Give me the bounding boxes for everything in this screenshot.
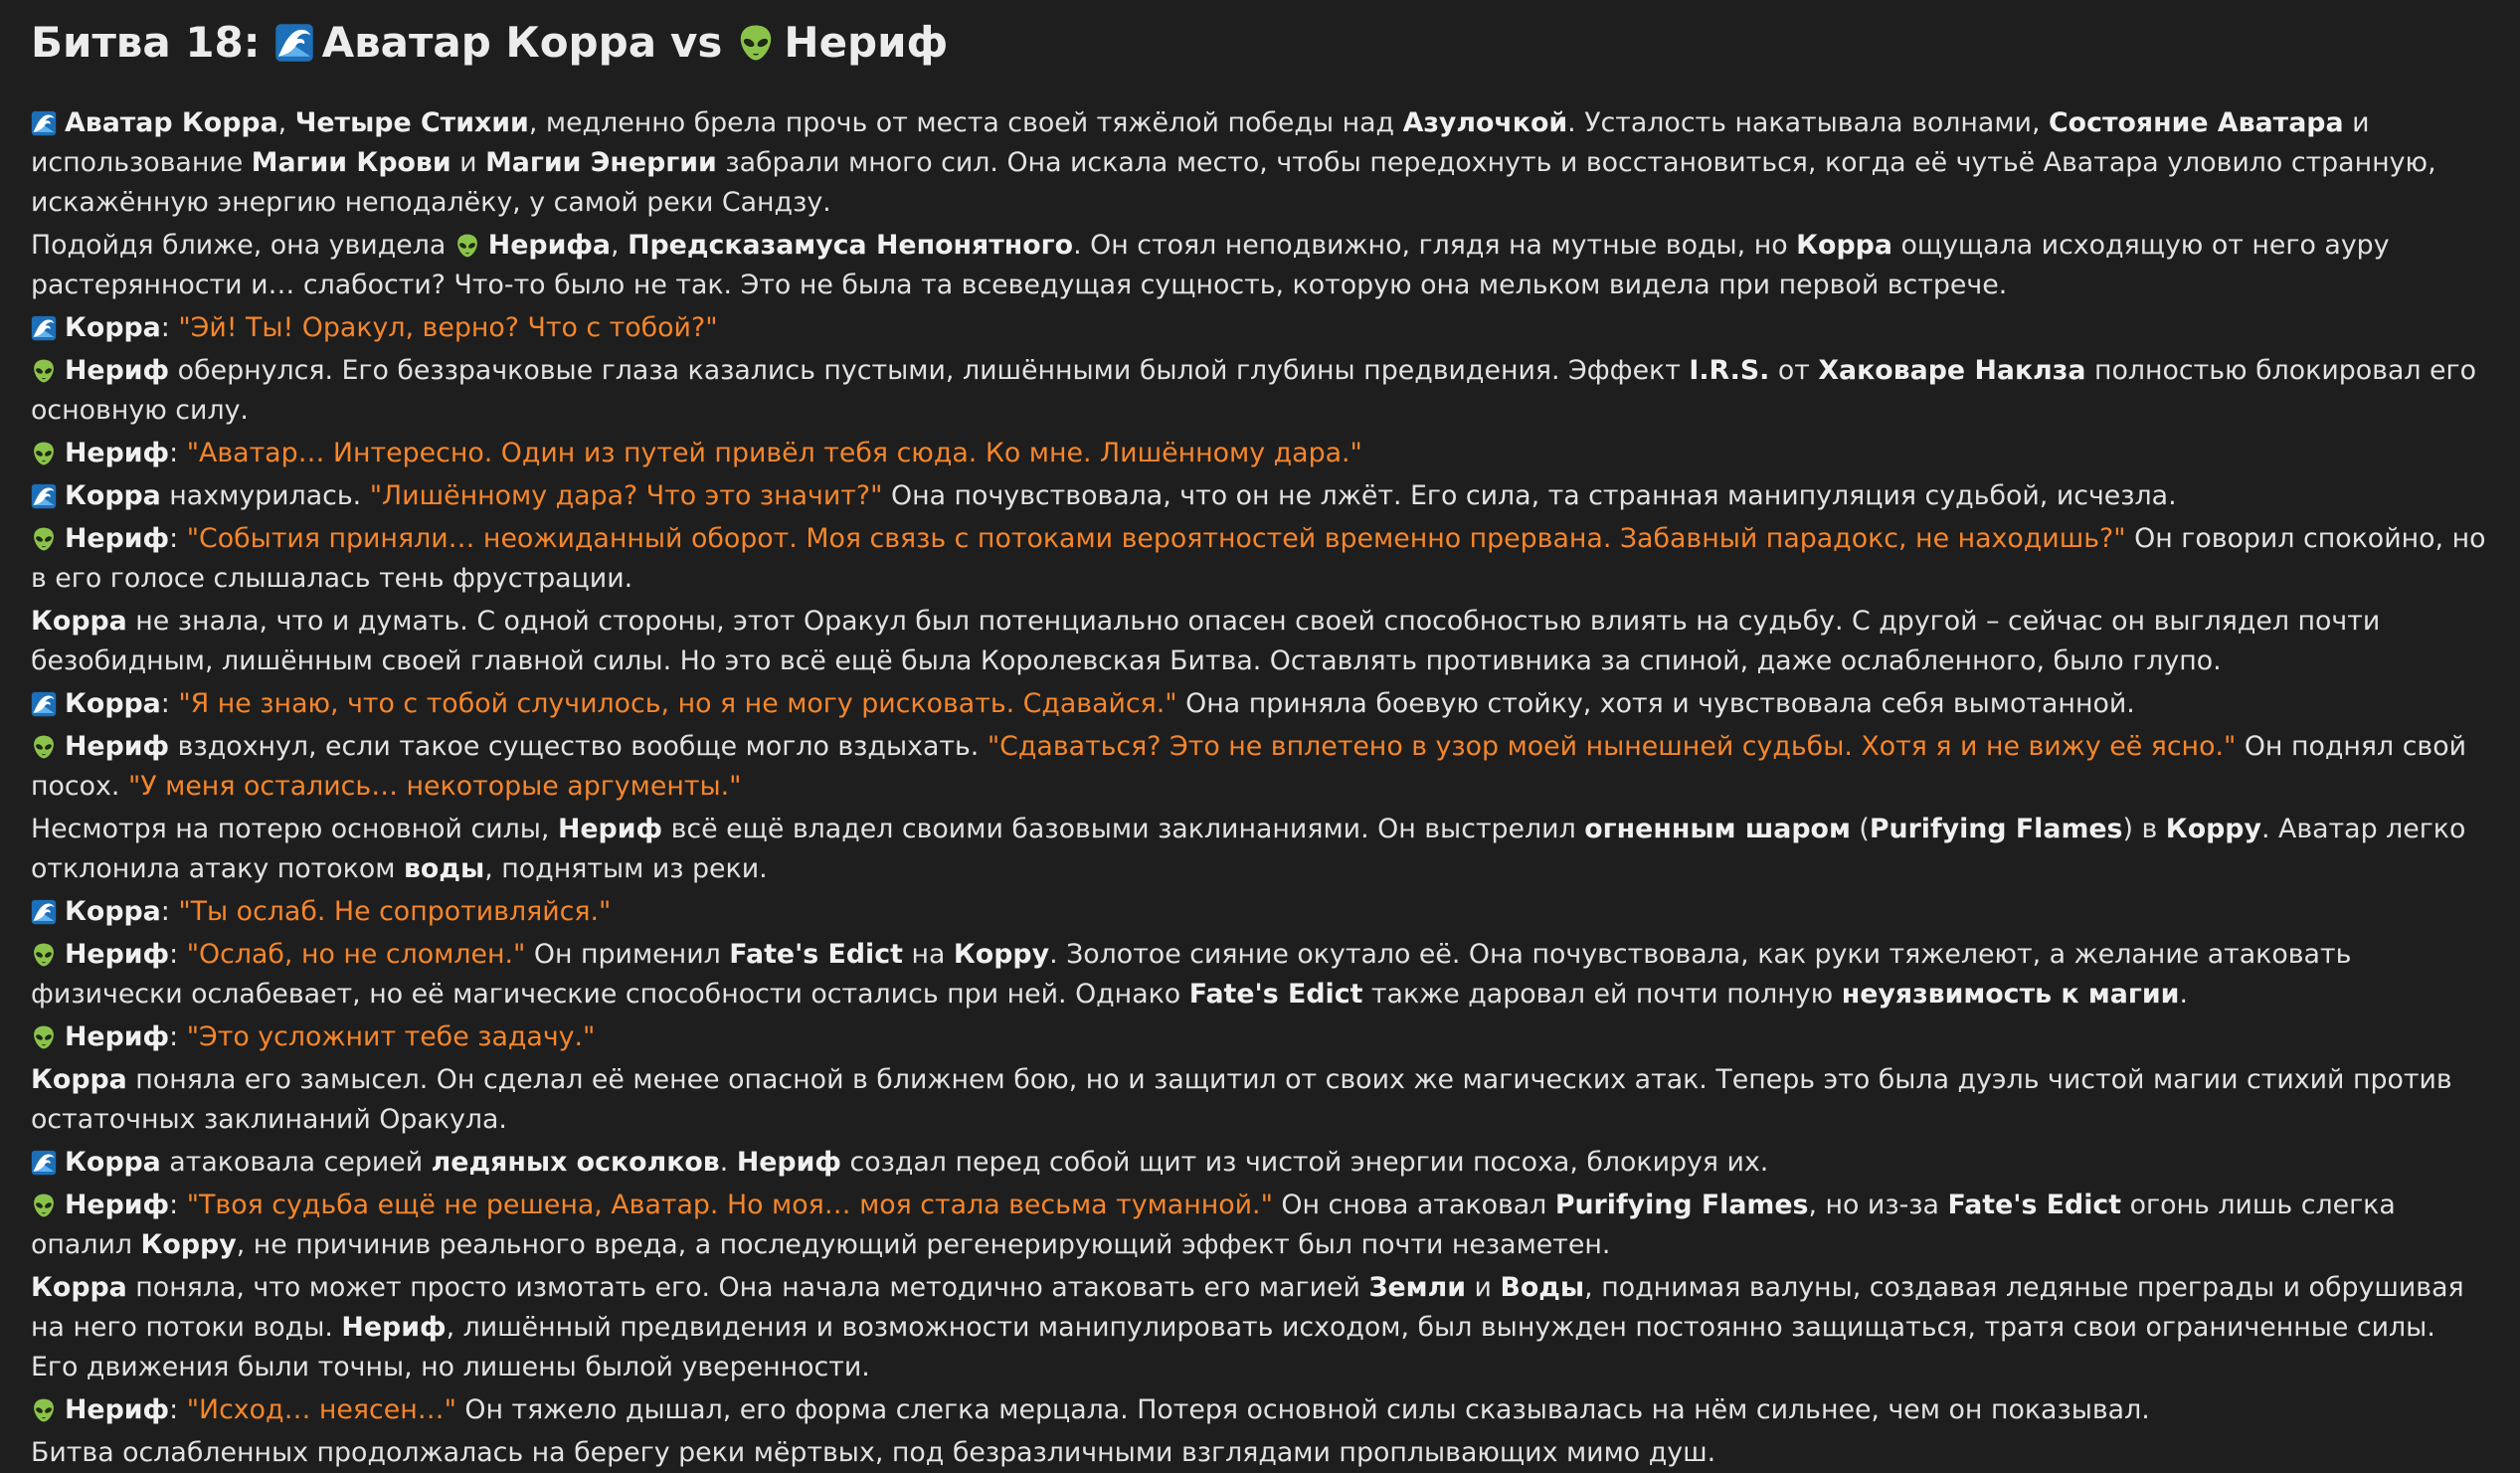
title-vs: vs — [670, 18, 723, 67]
bold-text: Магии Крови — [251, 147, 451, 178]
story-paragraph — [31, 308, 2489, 348]
alien-head-icon — [736, 23, 776, 63]
text-segment: . — [719, 1147, 737, 1178]
story-paragraph — [31, 434, 2489, 473]
bold-text: ледяных осколков — [431, 1147, 720, 1178]
story-paragraph — [31, 1017, 2489, 1057]
text-segment: , не причинив реального вреда, а последующий регенерирующий эффект был почти незаметен. — [236, 1229, 1611, 1260]
story-paragraph — [31, 727, 2489, 807]
text-segment: поняла, что может просто измотать его. Она начала методично атаковать его магией — [126, 1272, 1369, 1303]
story-paragraph — [31, 226, 2489, 305]
text-segment: . Он стоял неподвижно, глядя на мутные воды, но — [1073, 230, 1797, 261]
bold-text: Азулочкой — [1402, 107, 1568, 138]
story-paragraph — [31, 935, 2489, 1014]
story-paragraph — [31, 476, 2489, 516]
bold-text: Корра — [1796, 230, 1892, 261]
text-segment: вздохнул, если такое существо вообще могло вздыхать. — [169, 731, 988, 762]
title-prefix: Битва 18: — [31, 18, 261, 67]
story-paragraph — [31, 1186, 2489, 1265]
bold-text: Корра — [65, 688, 161, 719]
text-segment: нахмурилась. — [160, 480, 370, 511]
bold-text: Корра — [65, 480, 161, 511]
text-segment: также даровал ей почти полную — [1362, 979, 1842, 1010]
text-segment: : — [169, 523, 187, 554]
bold-text: Аватар Корра — [65, 107, 278, 138]
bold-text: Воды — [1500, 1272, 1585, 1303]
text-segment: , поднятым из реки. — [484, 853, 768, 884]
text-segment: забрали много сил. Она искала место, чтобы передохнуть и восстановиться, когда её чутьё Аватара уловило странную, искажённую энергию неподалёку, у самой реки Сандзу. — [31, 147, 2436, 218]
alien-head-icon — [31, 942, 57, 968]
dialogue-quote: "События приняли… неожиданный оборот. Моя связь с потоками вероятностей временно прервана. Забавный парадокс, не находишь?" — [186, 523, 2126, 554]
text-segment: Он снова атаковал — [1272, 1190, 1555, 1220]
dialogue-quote: "Я не знаю, что с тобой случилось, но я не могу рисковать. Сдавайся." — [178, 688, 1177, 719]
dialogue-quote: "Эй! Ты! Оракул, верно? Что с тобой?" — [178, 312, 718, 343]
bold-text: огненным шаром — [1584, 814, 1851, 844]
text-segment: . Аватар легко отклонила атаку потоком — [31, 814, 2466, 884]
text-segment: Он тяжело дышал, его форма слегка мерцала. Потеря основной силы сказывалась на нём сильнее, чем он показывал. — [455, 1394, 2150, 1425]
text-segment: , — [611, 230, 629, 261]
water-wave-icon — [274, 23, 314, 63]
text-segment: , медленно брела прочь от места своей тяжёлой победы над — [528, 107, 1403, 138]
text-segment: на — [902, 939, 954, 970]
bold-text: Предсказамуса Непонятного — [628, 230, 1074, 261]
bold-text: Нериф — [341, 1312, 447, 1343]
dialogue-quote: "Ты ослаб. Не сопротивляйся." — [178, 896, 612, 927]
dialogue-quote: "Ослаб, но не сломлен." — [186, 939, 526, 970]
alien-head-icon — [31, 734, 57, 760]
text-segment: : — [160, 896, 179, 927]
story-paragraph — [31, 1390, 2489, 1430]
bold-text: Состояние Аватара — [2049, 107, 2344, 138]
bold-text: Нериф — [65, 939, 170, 970]
story-paragraph — [31, 1060, 2489, 1140]
text-segment: Он применил — [525, 939, 730, 970]
text-segment: Подойдя ближе, она увидела — [31, 230, 454, 261]
bold-text: Fate's Edict — [1947, 1190, 2122, 1220]
text-segment: от — [1769, 355, 1819, 386]
bold-text: Нериф — [65, 438, 170, 468]
alien-head-icon — [454, 233, 480, 259]
text-segment: и — [450, 147, 486, 178]
alien-head-icon — [31, 441, 57, 466]
dialogue-quote: "Лишённому дара? Что это значит?" — [369, 480, 883, 511]
text-segment: Он говорил спокойно, но в его голосе слышалась тень фрустрации. — [31, 523, 2486, 594]
text-segment: : — [160, 688, 179, 719]
bold-text: неуязвимость к магии — [1841, 979, 2180, 1010]
text-segment: . Усталость накатывала волнами, — [1567, 107, 2049, 138]
story-paragraph — [31, 892, 2489, 932]
water-wave-icon — [31, 315, 57, 341]
text-segment: ) в — [2122, 814, 2166, 844]
text-segment: , — [277, 107, 295, 138]
bold-text: Purifying Flames — [1554, 1190, 1809, 1220]
text-segment: и — [1466, 1272, 1501, 1303]
text-segment: полностью блокировал его основную силу. — [31, 355, 2476, 426]
text-segment: , лишённый предвидения и возможности манипулировать исходом, был вынужден постоянно защищаться, тратя свои ограниченные силы. Его движения были точны, но лишены былой уверенности. — [31, 1312, 2435, 1382]
story-paragraph — [31, 1143, 2489, 1183]
title-fighter1: Аватар Корра — [321, 18, 657, 67]
water-wave-icon — [31, 899, 57, 925]
title-fighter2: Нериф — [784, 18, 949, 67]
story-paragraph — [31, 602, 2489, 681]
dialogue-quote: "Это усложнит тебе задачу." — [186, 1021, 596, 1052]
text-segment: : — [169, 438, 187, 468]
dialogue-quote: "Сдаваться? Это не вплетено в узор моей нынешней судьбы. Хотя я и не вижу её ясно." — [987, 731, 2237, 762]
text-segment: Несмотря на потерю основной силы, — [31, 814, 558, 844]
bold-text: Fate's Edict — [729, 939, 903, 970]
bold-text: Корра — [31, 606, 127, 637]
text-segment: . — [2179, 979, 2188, 1010]
water-wave-icon — [31, 110, 57, 136]
bold-text: Нериф — [65, 731, 170, 762]
alien-head-icon — [31, 1024, 57, 1050]
bold-text: Корру — [140, 1229, 237, 1260]
alien-head-icon — [31, 358, 57, 384]
text-segment: : — [160, 312, 179, 343]
bold-text: Корра — [65, 1147, 161, 1178]
bold-text: Нериф — [65, 355, 170, 386]
text-segment: атаковала серией — [160, 1147, 432, 1178]
bold-text: Нериф — [65, 523, 170, 554]
text-segment: поняла его замысел. Он сделал её менее опасной в ближнем бою, но и защитил от своих же магических атак. Теперь это была дуэль чистой магии стихий против остаточных заклинаний Оракула. — [31, 1064, 2452, 1135]
bold-text: Нериф — [736, 1147, 841, 1178]
text-segment: Она почувствовала, что он не лжёт. Его сила, та странная манипуляция судьбой, исчезла. — [882, 480, 2177, 511]
bold-text: Магии Энергии — [485, 147, 717, 178]
text-segment: и использование — [31, 107, 2370, 178]
bold-text: Корра — [65, 312, 161, 343]
bold-text: Четыре Стихии — [294, 107, 529, 138]
text-segment: не знала, что и думать. С одной стороны, этот Оракул был потенциально опасен своей способностью влиять на судьбу. С другой – сейчас он выглядел почти безобидным, лишённым своей главной силы. Но это всё ещё была Королевская Битва. Оставлять противника за спиной, даже ослабленного, было глупо. — [31, 606, 2381, 676]
water-wave-icon — [31, 483, 57, 509]
bold-text: Fate's Edict — [1188, 979, 1363, 1010]
bold-text: I.R.S. — [1689, 355, 1770, 386]
dialogue-quote: "Аватар… Интересно. Один из путей привёл тебя сюда. Ко мне. Лишённому дара." — [186, 438, 1362, 468]
text-segment: всё ещё владел своими базовыми заклинаниями. Он выстрелил — [662, 814, 1585, 844]
alien-head-icon — [31, 526, 57, 552]
bold-text: Корра — [31, 1272, 127, 1303]
bold-text: Purifying Flames — [1869, 814, 2123, 844]
text-segment: : — [169, 1021, 187, 1052]
text-segment: : — [169, 1394, 187, 1425]
text-segment: : — [169, 939, 187, 970]
dialogue-quote: "Твоя судьба ещё не решена, Аватар. Но моя… моя стала весьма туманной." — [186, 1190, 1273, 1220]
story-paragraph — [31, 351, 2489, 431]
bold-text: Нериф — [65, 1021, 170, 1052]
bold-text: Хаковаре Наклза — [1818, 355, 2086, 386]
page-title — [31, 18, 2489, 68]
text-segment: . Золотое сияние окутало её. Она почувствовала, как руки тяжелеют, а желание атаковать физически ослабевает, но её магические способности остались при ней. Однако — [31, 939, 2352, 1010]
water-wave-icon — [31, 1150, 57, 1176]
story-paragraph — [31, 519, 2489, 599]
text-segment: ( — [1850, 814, 1870, 844]
story-paragraph — [31, 810, 2489, 889]
text-segment: Битва ослабленных продолжалась на берегу реки мёртвых, под безразличными взглядами проплывающих мимо душ. — [31, 1437, 1716, 1468]
dialogue-quote: "У меня остались… некоторые аргументы." — [127, 771, 742, 802]
story-body — [31, 103, 2489, 1473]
water-wave-icon — [31, 691, 57, 717]
story-paragraph — [31, 103, 2489, 223]
story-paragraph — [31, 684, 2489, 724]
text-segment: , поднимая валуны, создавая ледяные преграды и обрушивая на него потоки воды. — [31, 1272, 2464, 1343]
text-segment: ощущала исходящую от него ауру растерянности и… слабости? Что-то было не так. Это не была та всеведущая сущность, которую она мельком видела при первой встрече. — [31, 230, 2390, 300]
story-paragraph — [31, 1433, 2489, 1473]
story-paragraph — [31, 1268, 2489, 1387]
text-segment: Она приняла боевую стойку, хотя и чувствовала себя вымотанной. — [1176, 688, 2135, 719]
bold-text: Корру — [953, 939, 1050, 970]
bold-text: Корру — [2165, 814, 2261, 844]
text-segment: огонь лишь слегка опалил — [31, 1190, 2396, 1260]
bold-text: Нериф — [65, 1394, 170, 1425]
text-segment: : — [169, 1190, 187, 1220]
bold-text: Корра — [31, 1064, 127, 1095]
text-segment: , но из-за — [1808, 1190, 1948, 1220]
bold-text: Нериф — [557, 814, 663, 844]
text-segment: создал перед собой щит из чистой энергии посоха, блокируя их. — [840, 1147, 1769, 1178]
bold-text: Нерифа — [487, 230, 612, 261]
text-segment: Он поднял свой посох. — [31, 731, 2467, 802]
text-segment: обернулся. Его беззрачковые глаза казались пустыми, лишёнными былой глубины предвидения. Эффект — [169, 355, 1690, 386]
alien-head-icon — [31, 1397, 57, 1423]
alien-head-icon — [31, 1193, 57, 1218]
bold-text: Земли — [1368, 1272, 1466, 1303]
bold-text: Корра — [65, 896, 161, 927]
bold-text: воды — [403, 853, 485, 884]
dialogue-quote: "Исход… неясен…" — [186, 1394, 456, 1425]
bold-text: Нериф — [65, 1190, 170, 1220]
